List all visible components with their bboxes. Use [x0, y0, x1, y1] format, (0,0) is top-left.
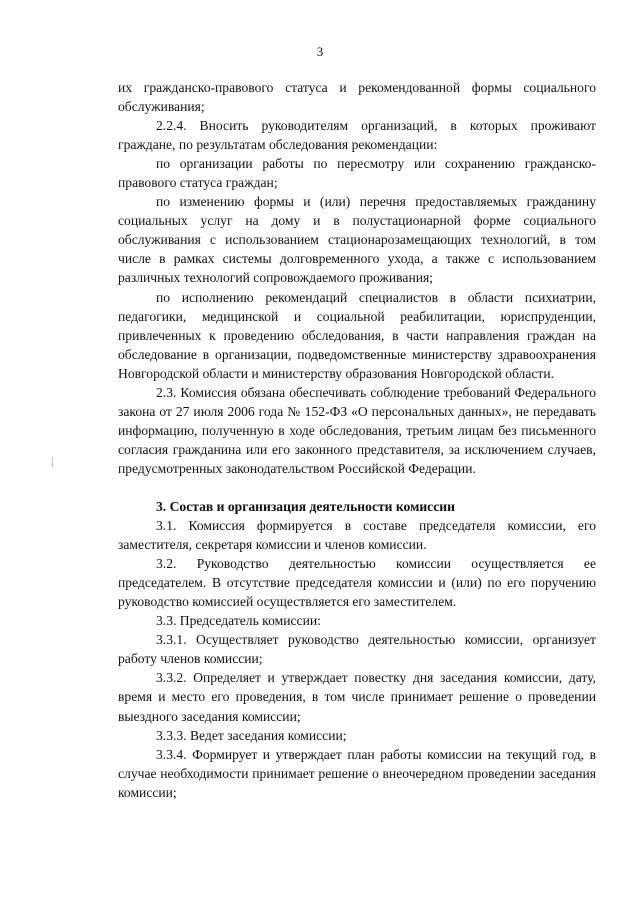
paragraph-continuation: их гражданско-правового статуса и рекомендованной формы социального обслуживания;	[118, 80, 596, 115]
paragraph-3-3-2: 3.3.2. Определяет и утверждает повестку дня заседания комиссии, дату, время и место его проведения, в том числе принимает решение о проведении выездного заседания комиссии;	[118, 670, 596, 724]
paragraph-2-3: 2.3. Комиссия обязана обеспечивать соблюдение требований Федерального закона от 27 июля 2006 года № 152-ФЗ «О персональных данных», не передавать информацию, полученную в ходе обследования, третьим лицам без письменного согласия гражданина или его законного представителя, за исключением случаев, предусмотренных законодательством Российской Федерации.	[118, 384, 596, 476]
page-number: 3	[316, 44, 324, 59]
paragraph-3-2: 3.2. Руководство деятельностью комиссии осуществляется ее председателем. В отсутствие председателя комиссии и (или) по его поручению руководство комиссией осуществляется его заместителем.	[118, 556, 596, 610]
margin-mark	[52, 457, 53, 467]
paragraph-recommendation-2: по изменению формы и (или) перечня предоставляемых гражданину социальных услуг на дому и в полустационарной форме социального обслуживания с использованием стационарозамещающих технологий, в том числе в рамках системы долговременного ухода, а также с использованием различных технологий сопровождаемого проживания;	[118, 194, 596, 286]
paragraph-3-3-1: 3.3.1. Осуществляет руководство деятельностью комиссии, организует работу членов комиссии;	[118, 632, 596, 667]
paragraph-2-2-4: 2.2.4. Вносить руководителям организаций, в которых проживают граждане, по результатам обследования рекомендации:	[118, 118, 596, 153]
paragraph-3-3-3: 3.3.3. Ведет заседания комиссии;	[156, 727, 347, 743]
document-body	[118, 78, 596, 802]
paragraph-recommendation-3: по исполнению рекомендаций специалистов в области психиатрии, педагогики, медицинской и социальной реабилитации, юриспруденции, привлеченных к проведению обследования, в части направления граждан на обследование в организации, подведомственные министерству здравоохранения Новгородской области и министерству образования Новгородской области.	[118, 289, 596, 381]
section-heading: 3. Состав и организация деятельности комиссии	[156, 498, 455, 514]
paragraph-recommendation-1: по организации работы по пересмотру или сохранению гражданско-правового статуса граждан;	[118, 156, 596, 191]
paragraph-3-1: 3.1. Комиссия формируется в составе председателя комиссии, его заместителя, секретаря комиссии и членов комиссии.	[118, 518, 596, 553]
paragraph-3-3-4: 3.3.4. Формирует и утверждает план работы комиссии на текущий год, в случае необходимости принимает решение о внеочередном проведении заседания комиссии;	[118, 746, 596, 800]
paragraph-3-3: 3.3. Председатель комиссии:	[156, 613, 321, 629]
